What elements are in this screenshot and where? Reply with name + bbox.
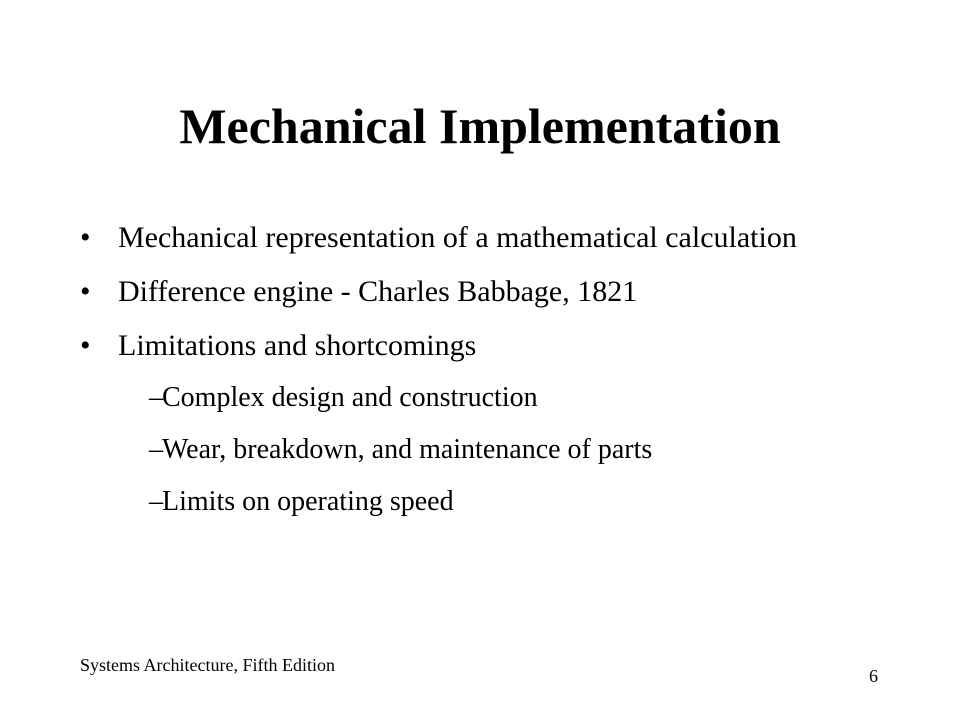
sub-bullet-list [80, 380, 880, 520]
bullet-text: Difference engine - Charles Babbage, 1821 [118, 275, 638, 308]
sub-bullet-marker: – [149, 382, 163, 413]
slide-title: Mechanical Implementation [179, 98, 781, 154]
bullet-text: Limitations and shortcomings [118, 329, 477, 362]
bullet-marker: • [80, 275, 91, 308]
sub-bullet-marker: – [149, 486, 163, 517]
sub-bullet-text: Complex design and construction [162, 382, 538, 413]
page-number: 6 [869, 666, 878, 686]
sub-bullet-text: Wear, breakdown, and maintenance of parts [162, 434, 653, 465]
sub-bullet-group [80, 380, 880, 520]
bullet-item [80, 218, 880, 258]
sub-bullet-item [80, 380, 880, 416]
sub-bullet-marker: – [149, 434, 163, 465]
sub-bullet-item [80, 484, 880, 520]
bullet-marker: • [80, 221, 91, 254]
bullet-text: Mechanical representation of a mathematical calculation [118, 221, 797, 254]
sub-bullet-text: Limits on operating speed [162, 486, 454, 517]
bullet-marker: • [80, 329, 91, 362]
bullet-item [80, 326, 880, 366]
sub-bullet-item [80, 432, 880, 468]
bullet-list [80, 218, 880, 536]
footer-book-title: Systems Architecture, Fifth Edition [80, 655, 335, 675]
bullet-item [80, 272, 880, 312]
